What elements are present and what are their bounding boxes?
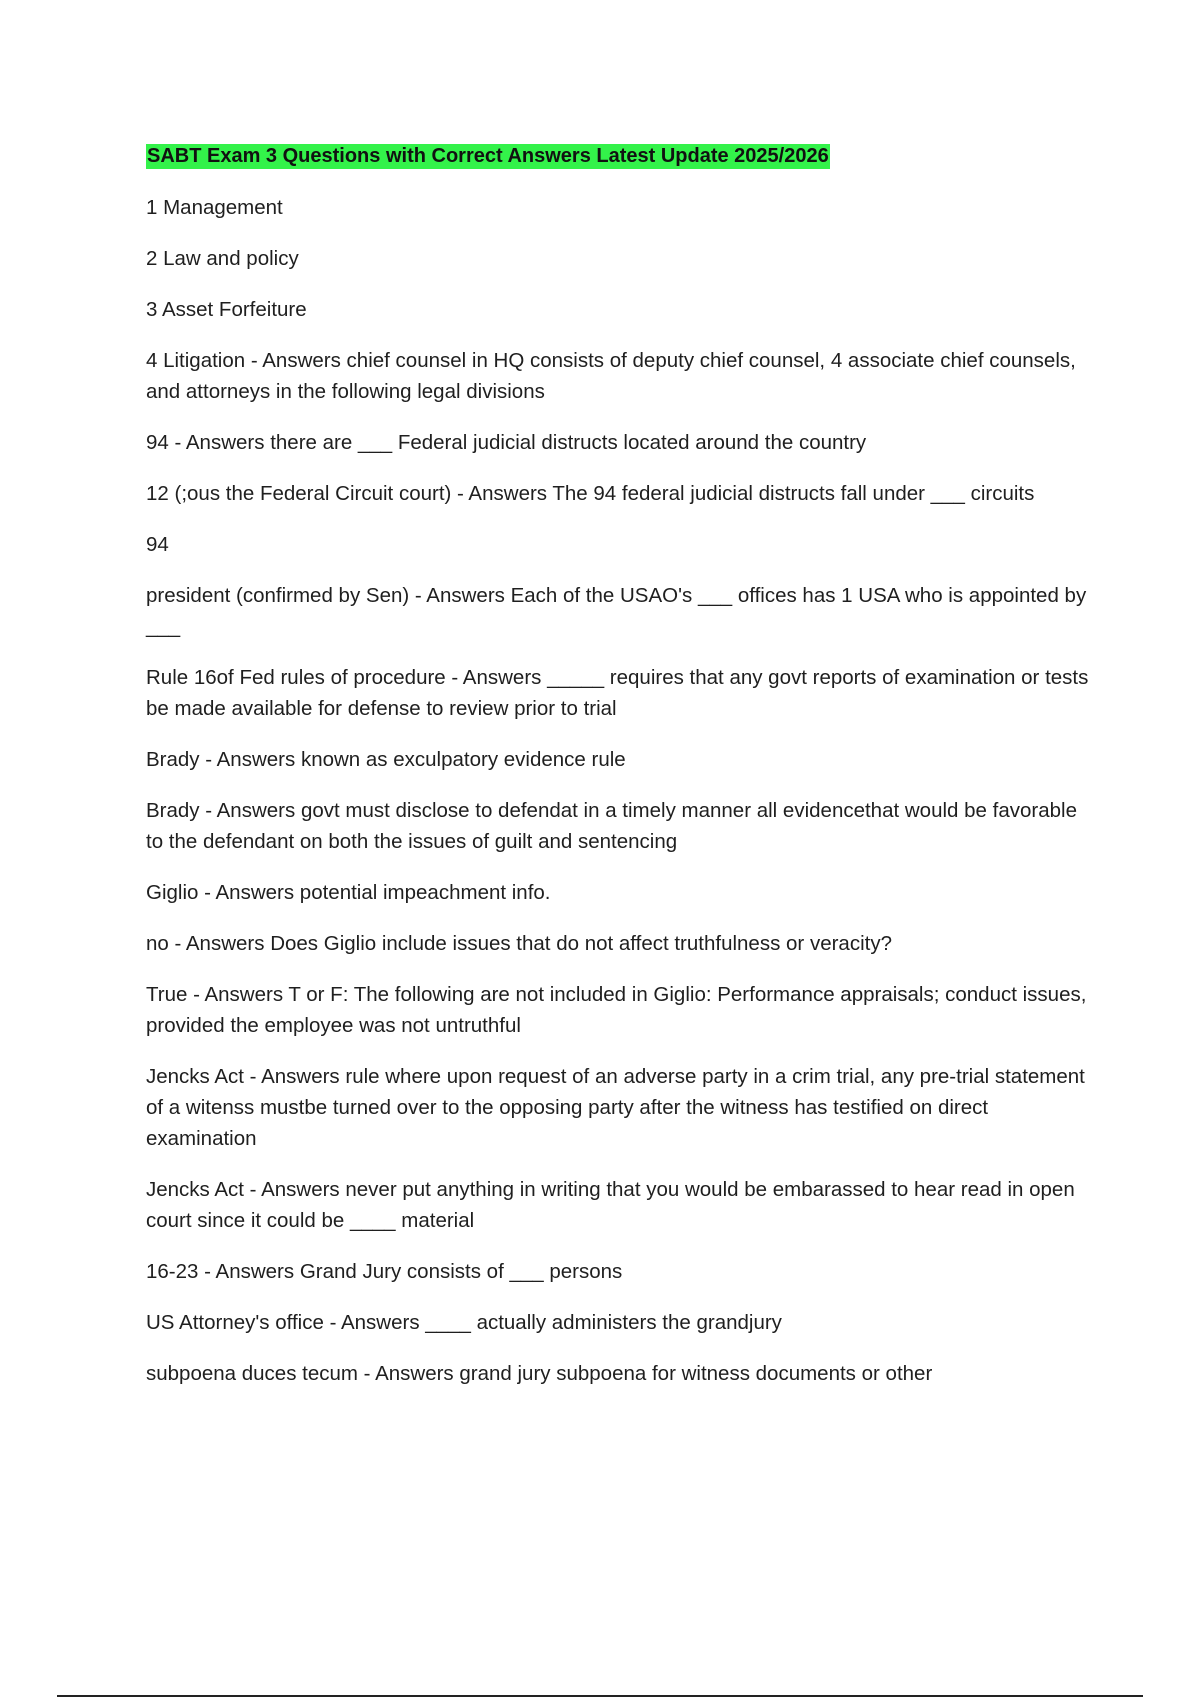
- qa-item: Brady - Answers govt must disclose to defendat in a timely manner all evidencethat would be favorable to the defendant on both the issues of guilt and sentencing: [146, 799, 1077, 853]
- qa-item: 16-23 - Answers Grand Jury consists of ___ persons: [146, 1260, 623, 1283]
- document-body: [146, 142, 1096, 1409]
- qa-item: Jencks Act - Answers never put anything in writing that you would be embarassed to hear read in open court since it could be ____ material: [146, 1178, 1075, 1232]
- qa-item: Rule 16of Fed rules of procedure - Answers _____ requires that any govt reports of examination or tests be made available for defense to review prior to trial: [146, 666, 1089, 720]
- footer-divider: [57, 1695, 1143, 1697]
- qa-item: Giglio - Answers potential impeachment info.: [146, 881, 551, 904]
- qa-item: no - Answers Does Giglio include issues that do not affect truthfulness or veracity?: [146, 932, 892, 955]
- qa-item: 4 Litigation - Answers chief counsel in HQ consists of deputy chief counsel, 4 associate chief counsels, and attorneys in the following legal divisions: [146, 349, 1076, 403]
- qa-item: 1 Management: [146, 196, 283, 219]
- qa-item: 2 Law and policy: [146, 247, 299, 270]
- qa-list: [146, 192, 1096, 1389]
- qa-item: subpoena duces tecum - Answers grand jury subpoena for witness documents or other: [146, 1362, 933, 1385]
- qa-item: Jencks Act - Answers rule where upon request of an adverse party in a crim trial, any pre-trial statement of a witenss mustbe turned over to the opposing party after the witness has testified on direct examination: [146, 1065, 1085, 1150]
- qa-item: 94: [146, 533, 169, 556]
- title-line: [146, 142, 1096, 172]
- qa-item: 12 (;ous the Federal Circuit court) - Answers The 94 federal judicial distructs fall under ___ circuits: [146, 482, 1035, 505]
- qa-item: 3 Asset Forfeiture: [146, 298, 307, 321]
- qa-item: US Attorney's office - Answers ____ actually administers the grandjury: [146, 1311, 782, 1334]
- document-title: SABT Exam 3 Questions with Correct Answers Latest Update 2025/2026: [147, 145, 829, 167]
- qa-item: Brady - Answers known as exculpatory evidence rule: [146, 748, 626, 771]
- qa-item: president (confirmed by Sen) - Answers Each of the USAO's ___ offices has 1 USA who is appointed by ___: [146, 584, 1087, 638]
- qa-item: 94 - Answers there are ___ Federal judicial distructs located around the country: [146, 431, 867, 454]
- qa-item: True - Answers T or F: The following are not included in Giglio: Performance appraisals; conduct issues, provided the employee was not untruthful: [146, 983, 1087, 1037]
